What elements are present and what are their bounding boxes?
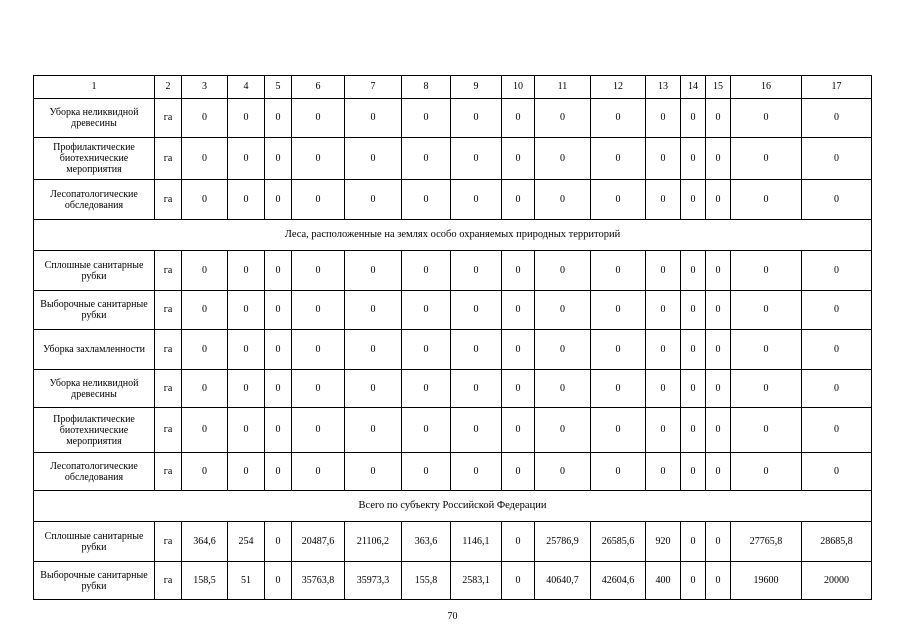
value-cell: 0 xyxy=(228,291,265,330)
value-cell: 155,8 xyxy=(402,562,451,600)
value-cell: 0 xyxy=(228,330,265,370)
value-cell: 0 xyxy=(681,562,706,600)
value-cell: 0 xyxy=(706,251,731,291)
table-row xyxy=(34,180,872,220)
value-cell: 0 xyxy=(802,408,872,453)
section-title: Всего по субъекту Российской Федерации xyxy=(34,491,872,522)
header-row xyxy=(34,76,872,99)
value-cell: 25786,9 xyxy=(535,522,591,562)
value-cell: 0 xyxy=(182,99,228,138)
value-cell: 0 xyxy=(681,330,706,370)
table-row xyxy=(34,370,872,408)
value-cell: 0 xyxy=(681,453,706,491)
value-cell: 20000 xyxy=(802,562,872,600)
column-header: 2 xyxy=(155,76,182,99)
section-row xyxy=(34,220,872,251)
value-cell: 0 xyxy=(731,453,802,491)
value-cell: 0 xyxy=(402,408,451,453)
value-cell: 27765,8 xyxy=(731,522,802,562)
value-cell: 0 xyxy=(646,99,681,138)
column-header: 15 xyxy=(706,76,731,99)
value-cell: 0 xyxy=(228,251,265,291)
value-cell: 0 xyxy=(182,251,228,291)
unit-cell: га xyxy=(155,522,182,562)
value-cell: 0 xyxy=(451,138,502,180)
value-cell: 0 xyxy=(591,291,646,330)
value-cell: 0 xyxy=(451,291,502,330)
value-cell: 0 xyxy=(502,522,535,562)
value-cell: 0 xyxy=(731,330,802,370)
unit-cell: га xyxy=(155,180,182,220)
value-cell: 40640,7 xyxy=(535,562,591,600)
activity-name: Профилактические биотехнические мероприятия xyxy=(34,408,155,453)
value-cell: 0 xyxy=(502,99,535,138)
value-cell: 0 xyxy=(681,408,706,453)
column-header: 11 xyxy=(535,76,591,99)
activity-name: Сплошные санитарные рубки xyxy=(34,522,155,562)
value-cell: 1146,1 xyxy=(451,522,502,562)
value-cell: 0 xyxy=(646,180,681,220)
value-cell: 0 xyxy=(265,453,292,491)
value-cell: 0 xyxy=(802,453,872,491)
value-cell: 0 xyxy=(292,291,345,330)
activity-name: Выборочные санитарные рубки xyxy=(34,291,155,330)
value-cell: 0 xyxy=(502,330,535,370)
value-cell: 0 xyxy=(535,453,591,491)
value-cell: 364,6 xyxy=(182,522,228,562)
column-header: 4 xyxy=(228,76,265,99)
value-cell: 0 xyxy=(681,251,706,291)
value-cell: 0 xyxy=(535,330,591,370)
value-cell: 0 xyxy=(535,291,591,330)
value-cell: 0 xyxy=(535,99,591,138)
value-cell: 0 xyxy=(591,370,646,408)
value-cell: 19600 xyxy=(731,562,802,600)
activity-name: Уборка неликвидной древесины xyxy=(34,99,155,138)
value-cell: 0 xyxy=(265,562,292,600)
column-header: 12 xyxy=(591,76,646,99)
value-cell: 0 xyxy=(182,180,228,220)
value-cell: 0 xyxy=(345,251,402,291)
value-cell: 0 xyxy=(706,370,731,408)
value-cell: 0 xyxy=(731,291,802,330)
activity-name: Уборка захламленности xyxy=(34,330,155,370)
value-cell: 0 xyxy=(265,370,292,408)
activity-name: Лесопатологические обследования xyxy=(34,180,155,220)
value-cell: 28685,8 xyxy=(802,522,872,562)
value-cell: 0 xyxy=(292,180,345,220)
value-cell: 0 xyxy=(402,251,451,291)
value-cell: 363,6 xyxy=(402,522,451,562)
value-cell: 0 xyxy=(706,180,731,220)
value-cell: 0 xyxy=(228,370,265,408)
value-cell: 0 xyxy=(731,408,802,453)
value-cell: 0 xyxy=(535,251,591,291)
value-cell: 0 xyxy=(402,453,451,491)
column-header: 10 xyxy=(502,76,535,99)
column-header: 6 xyxy=(292,76,345,99)
value-cell: 0 xyxy=(646,453,681,491)
value-cell: 0 xyxy=(681,291,706,330)
table-row xyxy=(34,408,872,453)
value-cell: 0 xyxy=(292,99,345,138)
value-cell: 21106,2 xyxy=(345,522,402,562)
value-cell: 0 xyxy=(731,251,802,291)
value-cell: 0 xyxy=(802,330,872,370)
value-cell: 0 xyxy=(292,370,345,408)
table-row xyxy=(34,522,872,562)
value-cell: 0 xyxy=(265,291,292,330)
unit-cell: га xyxy=(155,99,182,138)
section-title: Леса, расположенные на землях особо охраняемых природных территорий xyxy=(34,220,872,251)
table-row xyxy=(34,138,872,180)
column-header: 13 xyxy=(646,76,681,99)
value-cell: 0 xyxy=(646,251,681,291)
value-cell: 0 xyxy=(292,330,345,370)
value-cell: 0 xyxy=(802,138,872,180)
value-cell: 0 xyxy=(706,522,731,562)
value-cell: 400 xyxy=(646,562,681,600)
value-cell: 0 xyxy=(265,408,292,453)
value-cell: 0 xyxy=(502,453,535,491)
column-header: 7 xyxy=(345,76,402,99)
value-cell: 0 xyxy=(182,291,228,330)
value-cell: 0 xyxy=(591,180,646,220)
column-header: 14 xyxy=(681,76,706,99)
unit-cell: га xyxy=(155,453,182,491)
value-cell: 0 xyxy=(292,408,345,453)
table-row xyxy=(34,562,872,600)
value-cell: 0 xyxy=(402,370,451,408)
report-table xyxy=(33,75,872,600)
unit-cell: га xyxy=(155,330,182,370)
column-header: 3 xyxy=(182,76,228,99)
value-cell: 35763,8 xyxy=(292,562,345,600)
value-cell: 51 xyxy=(228,562,265,600)
column-header: 9 xyxy=(451,76,502,99)
value-cell: 42604,6 xyxy=(591,562,646,600)
value-cell: 0 xyxy=(802,99,872,138)
value-cell: 0 xyxy=(502,138,535,180)
value-cell: 0 xyxy=(345,453,402,491)
activity-name: Профилактические биотехнические мероприятия xyxy=(34,138,155,180)
value-cell: 0 xyxy=(706,562,731,600)
value-cell: 0 xyxy=(182,408,228,453)
unit-cell: га xyxy=(155,138,182,180)
value-cell: 35973,3 xyxy=(345,562,402,600)
value-cell: 0 xyxy=(802,180,872,220)
value-cell: 0 xyxy=(345,180,402,220)
value-cell: 0 xyxy=(591,453,646,491)
table-row xyxy=(34,453,872,491)
unit-cell: га xyxy=(155,251,182,291)
value-cell: 0 xyxy=(706,453,731,491)
value-cell: 0 xyxy=(646,408,681,453)
value-cell: 0 xyxy=(681,370,706,408)
value-cell: 0 xyxy=(292,251,345,291)
activity-name: Лесопатологические обследования xyxy=(34,453,155,491)
value-cell: 0 xyxy=(451,180,502,220)
value-cell: 2583,1 xyxy=(451,562,502,600)
value-cell: 0 xyxy=(502,180,535,220)
value-cell: 0 xyxy=(345,99,402,138)
value-cell: 20487,6 xyxy=(292,522,345,562)
value-cell: 0 xyxy=(451,453,502,491)
value-cell: 26585,6 xyxy=(591,522,646,562)
value-cell: 920 xyxy=(646,522,681,562)
value-cell: 0 xyxy=(535,138,591,180)
value-cell: 0 xyxy=(646,330,681,370)
value-cell: 0 xyxy=(731,99,802,138)
value-cell: 0 xyxy=(228,453,265,491)
value-cell: 0 xyxy=(502,251,535,291)
value-cell: 0 xyxy=(535,408,591,453)
value-cell: 0 xyxy=(451,251,502,291)
value-cell: 0 xyxy=(502,291,535,330)
value-cell: 0 xyxy=(646,370,681,408)
value-cell: 0 xyxy=(591,408,646,453)
value-cell: 0 xyxy=(591,138,646,180)
table-row xyxy=(34,330,872,370)
value-cell: 0 xyxy=(228,180,265,220)
value-cell: 254 xyxy=(228,522,265,562)
value-cell: 158,5 xyxy=(182,562,228,600)
value-cell: 0 xyxy=(706,138,731,180)
value-cell: 0 xyxy=(182,370,228,408)
value-cell: 0 xyxy=(182,138,228,180)
value-cell: 0 xyxy=(228,138,265,180)
value-cell: 0 xyxy=(265,251,292,291)
table-row xyxy=(34,291,872,330)
value-cell: 0 xyxy=(731,180,802,220)
value-cell: 0 xyxy=(451,408,502,453)
value-cell: 0 xyxy=(802,370,872,408)
value-cell: 0 xyxy=(535,180,591,220)
column-header: 8 xyxy=(402,76,451,99)
activity-name: Сплошные санитарные рубки xyxy=(34,251,155,291)
value-cell: 0 xyxy=(706,408,731,453)
value-cell: 0 xyxy=(345,291,402,330)
value-cell: 0 xyxy=(591,99,646,138)
value-cell: 0 xyxy=(706,330,731,370)
value-cell: 0 xyxy=(265,99,292,138)
value-cell: 0 xyxy=(591,251,646,291)
value-cell: 0 xyxy=(802,251,872,291)
page-number: 70 xyxy=(447,611,458,622)
value-cell: 0 xyxy=(182,453,228,491)
value-cell: 0 xyxy=(265,138,292,180)
section-row xyxy=(34,491,872,522)
value-cell: 0 xyxy=(646,138,681,180)
value-cell: 0 xyxy=(502,408,535,453)
value-cell: 0 xyxy=(706,99,731,138)
value-cell: 0 xyxy=(292,453,345,491)
value-cell: 0 xyxy=(451,330,502,370)
column-header: 5 xyxy=(265,76,292,99)
column-header: 1 xyxy=(34,76,155,99)
value-cell: 0 xyxy=(731,138,802,180)
value-cell: 0 xyxy=(535,370,591,408)
value-cell: 0 xyxy=(228,99,265,138)
value-cell: 0 xyxy=(182,330,228,370)
value-cell: 0 xyxy=(292,138,345,180)
value-cell: 0 xyxy=(265,330,292,370)
value-cell: 0 xyxy=(502,562,535,600)
table-row xyxy=(34,251,872,291)
value-cell: 0 xyxy=(228,408,265,453)
value-cell: 0 xyxy=(681,138,706,180)
value-cell: 0 xyxy=(402,291,451,330)
value-cell: 0 xyxy=(402,180,451,220)
activity-name: Уборка неликвидной древесины xyxy=(34,370,155,408)
value-cell: 0 xyxy=(451,99,502,138)
value-cell: 0 xyxy=(681,99,706,138)
column-header: 17 xyxy=(802,76,872,99)
activity-name: Выборочные санитарные рубки xyxy=(34,562,155,600)
value-cell: 0 xyxy=(731,370,802,408)
table-row xyxy=(34,99,872,138)
value-cell: 0 xyxy=(706,291,731,330)
value-cell: 0 xyxy=(402,138,451,180)
value-cell: 0 xyxy=(802,291,872,330)
value-cell: 0 xyxy=(265,522,292,562)
column-header: 16 xyxy=(731,76,802,99)
value-cell: 0 xyxy=(591,330,646,370)
value-cell: 0 xyxy=(502,370,535,408)
value-cell: 0 xyxy=(265,180,292,220)
value-cell: 0 xyxy=(681,180,706,220)
unit-cell: га xyxy=(155,370,182,408)
unit-cell: га xyxy=(155,291,182,330)
value-cell: 0 xyxy=(681,522,706,562)
value-cell: 0 xyxy=(402,330,451,370)
value-cell: 0 xyxy=(345,138,402,180)
value-cell: 0 xyxy=(345,408,402,453)
value-cell: 0 xyxy=(402,99,451,138)
value-cell: 0 xyxy=(345,330,402,370)
value-cell: 0 xyxy=(451,370,502,408)
value-cell: 0 xyxy=(345,370,402,408)
value-cell: 0 xyxy=(646,291,681,330)
unit-cell: га xyxy=(155,408,182,453)
unit-cell: га xyxy=(155,562,182,600)
